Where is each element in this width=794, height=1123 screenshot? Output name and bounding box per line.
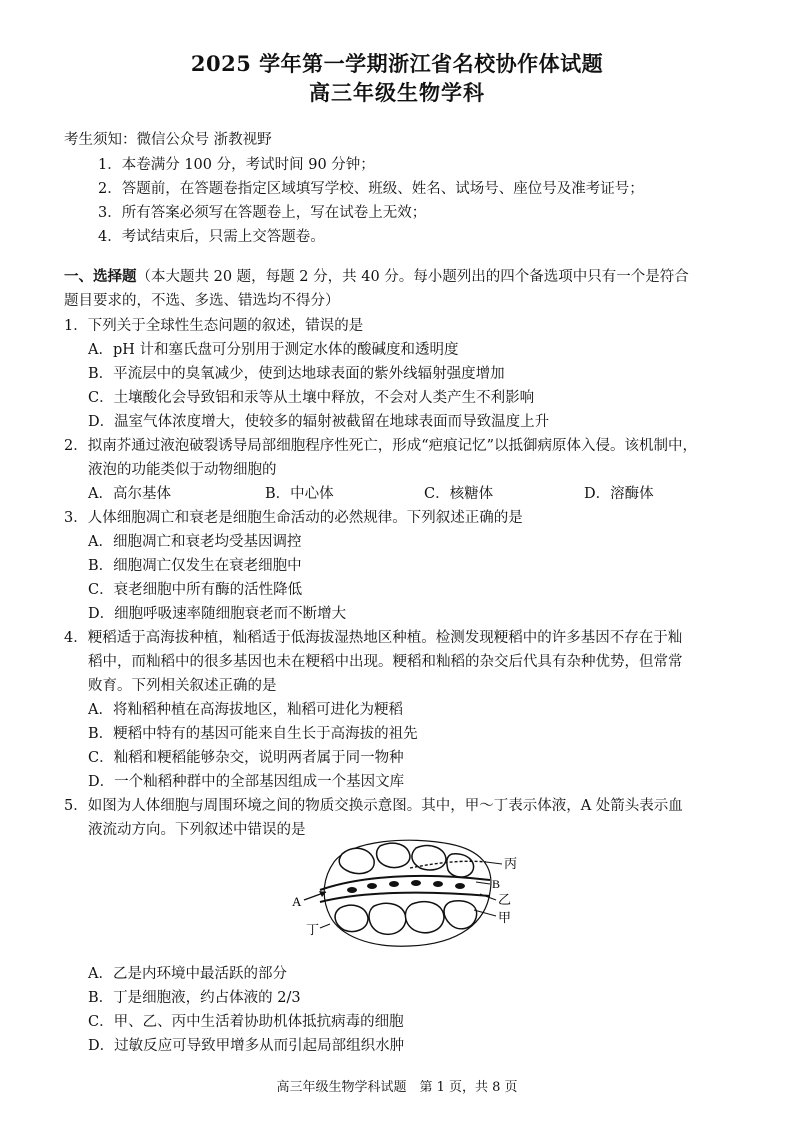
q3-option-b: B．细胞凋亡仅发生在衰老细胞中 bbox=[88, 558, 302, 574]
q3-option-d: D．细胞呼吸速率随细胞衰老而不断增大 bbox=[88, 606, 347, 622]
q1-option-b: B．平流层中的臭氧减少，使到达地球表面的紫外线辐射强度增加 bbox=[88, 366, 505, 382]
question-2-stem: 2．拟南芥通过液泡破裂诱导局部细胞程序性死亡，形成“疤痕记忆”以抵御病原体入侵。该机制中， bbox=[64, 438, 698, 454]
q1-option-c: C．土壤酸化会导致铝和汞等从土壤中释放，不会对人类产生不利影响 bbox=[88, 390, 535, 406]
blood-cell bbox=[347, 887, 357, 893]
blood-cell bbox=[389, 881, 399, 887]
page-footer: 高三年级生物学科试题 第 1 页，共 8 页 bbox=[276, 1080, 518, 1095]
q5-option-a: A．乙是内环境中最活跃的部分 bbox=[88, 966, 287, 982]
section-label: 一、选择题 bbox=[64, 268, 137, 285]
question-4-stem-cont: 稻中，而籼稻中的很多基因也未在粳稻中出现。粳稻和籼稻的杂交后代具有杂种优势，但常常 bbox=[88, 654, 683, 670]
leader-line bbox=[320, 924, 330, 928]
section-heading bbox=[64, 265, 764, 313]
blood-cell bbox=[411, 880, 421, 886]
question-3-stem: 3．人体细胞凋亡和衰老是细胞生命活动的必然规律。下列叙述正确的是 bbox=[64, 510, 523, 526]
capillary-wall-upper bbox=[320, 876, 490, 890]
label-a: A bbox=[292, 894, 302, 909]
exam-subtitle: 高三年级生物学科 bbox=[309, 80, 485, 105]
blood-cell bbox=[433, 881, 443, 887]
q2-option-c: C．核糖体 bbox=[424, 486, 494, 502]
question-5-stem-cont: 液流动方向。下列叙述中错误的是 bbox=[88, 822, 306, 838]
label-jia: 甲 bbox=[498, 910, 512, 925]
label-bing: 丙 bbox=[504, 856, 518, 871]
notice-item: 1．本卷满分 100 分，考试时间 90 分钟； bbox=[98, 157, 375, 173]
notice-item: 3．所有答案必须写在答题卷上，写在试卷上无效； bbox=[98, 205, 427, 221]
notice-item: 2．答题前，在答题卷指定区域填写学校、班级、姓名、试场号、座位号及准考证号； bbox=[98, 181, 644, 197]
leader-line bbox=[486, 862, 502, 864]
q4-option-d: D．一个籼稻种群中的全部基因组成一个基因文库 bbox=[88, 774, 405, 790]
q1-option-d: D．温室气体浓度增大，使较多的辐射被截留在地球表面而导致温度上升 bbox=[88, 414, 550, 430]
question-5-stem: 5．如图为人体细胞与周围环境之间的物质交换示意图。其中，甲～丁表示体液，A 处箭头表示血 bbox=[64, 798, 683, 814]
tissue-cell bbox=[369, 903, 406, 934]
blood-cell bbox=[367, 883, 377, 889]
tissue-cell bbox=[377, 843, 410, 867]
question-4-stem-cont: 败育。下列相关叙述正确的是 bbox=[88, 678, 277, 694]
leader-line bbox=[476, 882, 490, 884]
q5-option-c: C．甲、乙、丙中生活着协助机体抵抗病毒的细胞 bbox=[88, 1014, 404, 1030]
tissue-cell bbox=[405, 902, 444, 933]
label-b: B bbox=[492, 877, 501, 891]
exam-title: 2025 学年第一学期浙江省名校协作体试题 bbox=[190, 51, 604, 76]
tissue-cell bbox=[447, 854, 474, 877]
section-desc-2: 题目要求的，不选、多选、错选均不得分） bbox=[64, 293, 340, 309]
q4-option-b: B．粳稻中特有的基因可能来自生长于高海拔的祖先 bbox=[88, 726, 418, 742]
q2-option-a: A．高尔基体 bbox=[88, 486, 171, 502]
notice-heading: 考生须知：微信公众号 浙教视野 bbox=[64, 132, 272, 148]
blood-cell bbox=[455, 883, 465, 889]
q4-option-c: C．籼稻和粳稻能够杂交，说明两者属于同一物种 bbox=[88, 750, 404, 766]
q5-option-d: D．过敏反应可导致甲增多从而引起局部组织水肿 bbox=[88, 1038, 405, 1054]
question-4-stem: 4．粳稻适于高海拔种植，籼稻适于低海拔湿热地区种植。检测发现粳稻中的许多基因不存在于籼 bbox=[64, 630, 683, 646]
question-1-stem: 1．下列关于全球性生态问题的叙述，错误的是 bbox=[64, 318, 364, 334]
q2-option-b: B．中心体 bbox=[265, 486, 334, 502]
q3-option-a: A．细胞凋亡和衰老均受基因调控 bbox=[88, 534, 302, 550]
notice-item: 4．考试结束后，只需上交答题卷。 bbox=[98, 229, 325, 245]
question-2-stem-cont: 液泡的功能类似于动物细胞的 bbox=[88, 462, 277, 478]
q2-option-d: D．溶酶体 bbox=[584, 486, 654, 502]
label-ding: 丁 bbox=[306, 922, 320, 937]
tissue-cell bbox=[444, 901, 477, 929]
label-yi: 乙 bbox=[498, 892, 512, 907]
q3-option-c: C．衰老细胞中所有酶的活性降低 bbox=[88, 582, 303, 598]
tissue-exchange-figure bbox=[290, 832, 530, 952]
q4-option-a: A．将籼稻种植在高海拔地区，籼稻可进化为粳稻 bbox=[88, 702, 403, 718]
tissue-cell bbox=[339, 848, 374, 873]
tissue-cell bbox=[335, 905, 368, 931]
q1-option-a: A．pH 计和塞氏盘可分别用于测定水体的酸碱度和透明度 bbox=[88, 342, 459, 358]
q5-option-b: B．丁是细胞液，约占体液的 2/3 bbox=[88, 990, 301, 1006]
section-desc-1: （本大题共 20 题，每题 2 分，共 40 分。每小题列出的四个备选项中只有一个是符合 bbox=[136, 269, 689, 285]
